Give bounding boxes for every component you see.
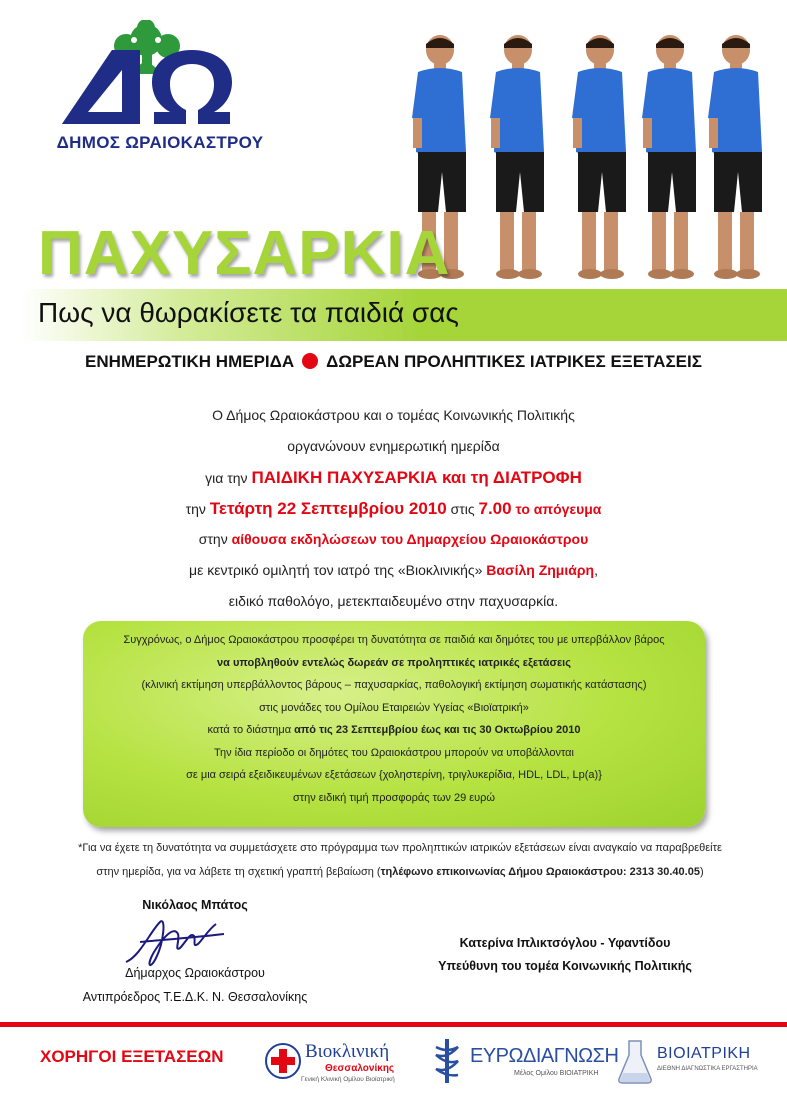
footnote <box>40 836 760 884</box>
delta-omega-logo-icon <box>58 20 268 132</box>
caduceus-icon <box>430 1037 464 1085</box>
box-line-1: Συγχρόνως, ο Δήμος Ωραιοκάστρου προσφέρει τη δυνατότητα σε παιδιά και δημότες του με υπερβάλλον βάρος <box>123 634 665 646</box>
bioklinik-city: Θεσσαλονίκης <box>325 1063 395 1074</box>
footer-divider <box>0 1022 787 1027</box>
sponsor-bioklinik <box>265 1037 405 1087</box>
mayor-role: Δήμαρχος Ωραιοκάστρου <box>125 966 265 980</box>
footnote-line-1: *Για να έχετε τη δυνατότητα να συμμετάσχετε στο πρόγραμμα των προληπτικών ιατρικών εξετάσεων είναι αναγκαίο να παραβρεθείτε <box>78 842 722 854</box>
page-title: ΠΑΧΥΣΑΡΚΙΑ <box>38 219 451 288</box>
event-topic: ΠΑΙΔΙΚΗ ΠΑΧΥΣΑΡΚΙΑ και τη ΔΙΑΤΡΟΦΗ <box>251 468 582 487</box>
footnote-line-2-text: στην ημερίδα, για να λάβετε τη σχετική γραπτή βεβαίωση ( <box>96 866 381 878</box>
footnote-line-2 <box>40 860 760 884</box>
mayor-role-2: Αντιπρόεδρος Τ.Ε.Δ.Κ. Ν. Θεσσαλονίκης <box>82 990 308 1004</box>
event-line-left: ΕΝΗΜΕΡΩΤΙΚΗ ΗΜΕΡΙΔΑ <box>85 352 295 371</box>
event-time-suffix: το απόγευμα <box>511 501 602 517</box>
main-line-6-comma: , <box>594 562 598 578</box>
red-dot-icon <box>302 353 318 369</box>
box-line-5 <box>83 719 705 742</box>
sponsor-bioiatriki <box>617 1037 767 1087</box>
social-policy-head-name: Κατερίνα Ιπλικτσόγλου - Υφαντίδου <box>459 936 671 950</box>
box-line-3: (κλινική εκτίμηση υπερβάλλοντος βάρους – παχυσαρκίας, παθολογική εκτίμηση σωματικής κατάστασης) <box>141 679 647 691</box>
main-line-4-prefix: την <box>185 501 210 517</box>
event-line-right: ΔΩΡΕΑΝ ΠΡΟΛΗΠΤΙΚΕΣ ΙΑΤΡΙΚΕΣ ΕΞΕΤΑΣΕΙΣ <box>326 352 702 371</box>
eurodiagnosi-name: ΕΥΡΩΔΙΑΓΝΩΣΗ <box>470 1045 619 1067</box>
flask-icon <box>617 1039 653 1085</box>
box-line-6: Την ίδια περίοδο οι δημότες του Ωραιοκάστρου μπορούν να υποβάλλονται <box>214 746 574 759</box>
main-line-3 <box>0 462 787 493</box>
event-venue: αίθουσα εκδηλώσεων του Δημαρχείου Ωραιοκάστρου <box>231 531 589 547</box>
main-line-6 <box>0 555 787 586</box>
exam-period: από τις 23 Σεπτεμβρίου έως και τις 30 Οκτωβρίου 2010 <box>294 724 581 736</box>
municipality-logo <box>40 20 280 160</box>
main-line-2: οργανώνουν ενημερωτική ημερίδα <box>287 438 500 454</box>
handwritten-signature-icon <box>120 912 230 974</box>
social-policy-signature-block <box>395 932 735 978</box>
main-announcement <box>0 400 787 617</box>
box-line-5-prefix: κατά το διάστημα <box>207 724 295 736</box>
main-line-5-prefix: στην <box>198 531 232 547</box>
mayor-name: Νικόλαος Μπάτος <box>142 898 248 912</box>
bioiatriki-tagline: ΔΙΕΘΝΗ ΔΙΑΓΝΩΣΤΙΚΑ ΕΡΓΑΣΤΗΡΙΑ <box>657 1066 758 1072</box>
social-policy-head-role: Υπεύθυνη του τομέα Κοινωνικής Πολιτικής <box>438 959 692 973</box>
sponsors-label: ΧΟΡΗΓΟΙ ΕΞΕΤΑΣΕΩΝ <box>40 1047 224 1066</box>
free-exams-box <box>83 621 705 827</box>
event-line <box>0 352 787 372</box>
main-line-7: ειδικό παθολόγο, μετεκπαιδευμένο στην παχυσαρκία. <box>228 593 559 609</box>
box-line-2 <box>83 652 705 675</box>
sponsor-eurodiagnosi <box>430 1035 619 1087</box>
main-line-5 <box>0 524 787 555</box>
main-line-3-prefix: για την <box>205 470 252 486</box>
main-line-4-at: στις <box>446 501 479 517</box>
bioklinik-cross-icon <box>265 1041 301 1081</box>
speaker-name: Βασίλη Ζημιάρη <box>486 562 595 578</box>
main-line-4 <box>0 493 787 524</box>
box-line-4: στις μονάδες του Ομίλου Εταιρειών Υγείας «Βιοϊατρική» <box>259 701 529 714</box>
bioklinik-tagline: Γενική Κλινική Ομίλου Βιοϊατρική <box>301 1076 395 1083</box>
bioiatriki-name: ΒΙΟΙΑΤΡΙΚΗ <box>657 1045 751 1062</box>
children-silhouettes-image <box>410 22 780 287</box>
event-time: 7.00 <box>478 499 512 518</box>
eurodiagnosi-tagline: Μέλος Ομίλου ΒΙΟΙΑΤΡΙΚΗ <box>514 1070 599 1077</box>
box-line-7: σε μια σειρά εξειδικευμένων εξετάσεων {χοληστερίνη, τριγλυκερίδια, HDL, LDL, Lp(a)} <box>186 769 602 781</box>
subtitle: Πως να θωρακίσετε τα παιδιά σας <box>38 297 459 328</box>
box-line-2-bold: να υποβληθούν εντελώς δωρεάν σε προληπτικές ιατρικές εξετάσεις <box>217 656 571 669</box>
municipality-name: ΔΗΜΟΣ ΩΡΑΙΟΚΑΣΤΡΟΥ <box>56 133 264 152</box>
box-line-8: στην ειδική τιμή προσφοράς των 29 ευρώ <box>292 791 496 804</box>
main-line-1: Ο Δήμος Ωραιοκάστρου και ο τομέας Κοινωνικής Πολιτικής <box>212 407 575 423</box>
bioklinik-name: Βιοκλινική <box>305 1041 390 1062</box>
footnote-close-paren: ) <box>699 866 704 878</box>
contact-phone: τηλέφωνο επικοινωνίας Δήμου Ωραιοκάστρου: 2313 30.40.05 <box>380 866 700 878</box>
main-line-6-prefix: με κεντρικό ομιλητή τον ιατρό της «Βιοκλινικής» <box>189 562 487 578</box>
event-date: Τετάρτη 22 Σεπτεμβρίου 2010 <box>209 499 447 518</box>
